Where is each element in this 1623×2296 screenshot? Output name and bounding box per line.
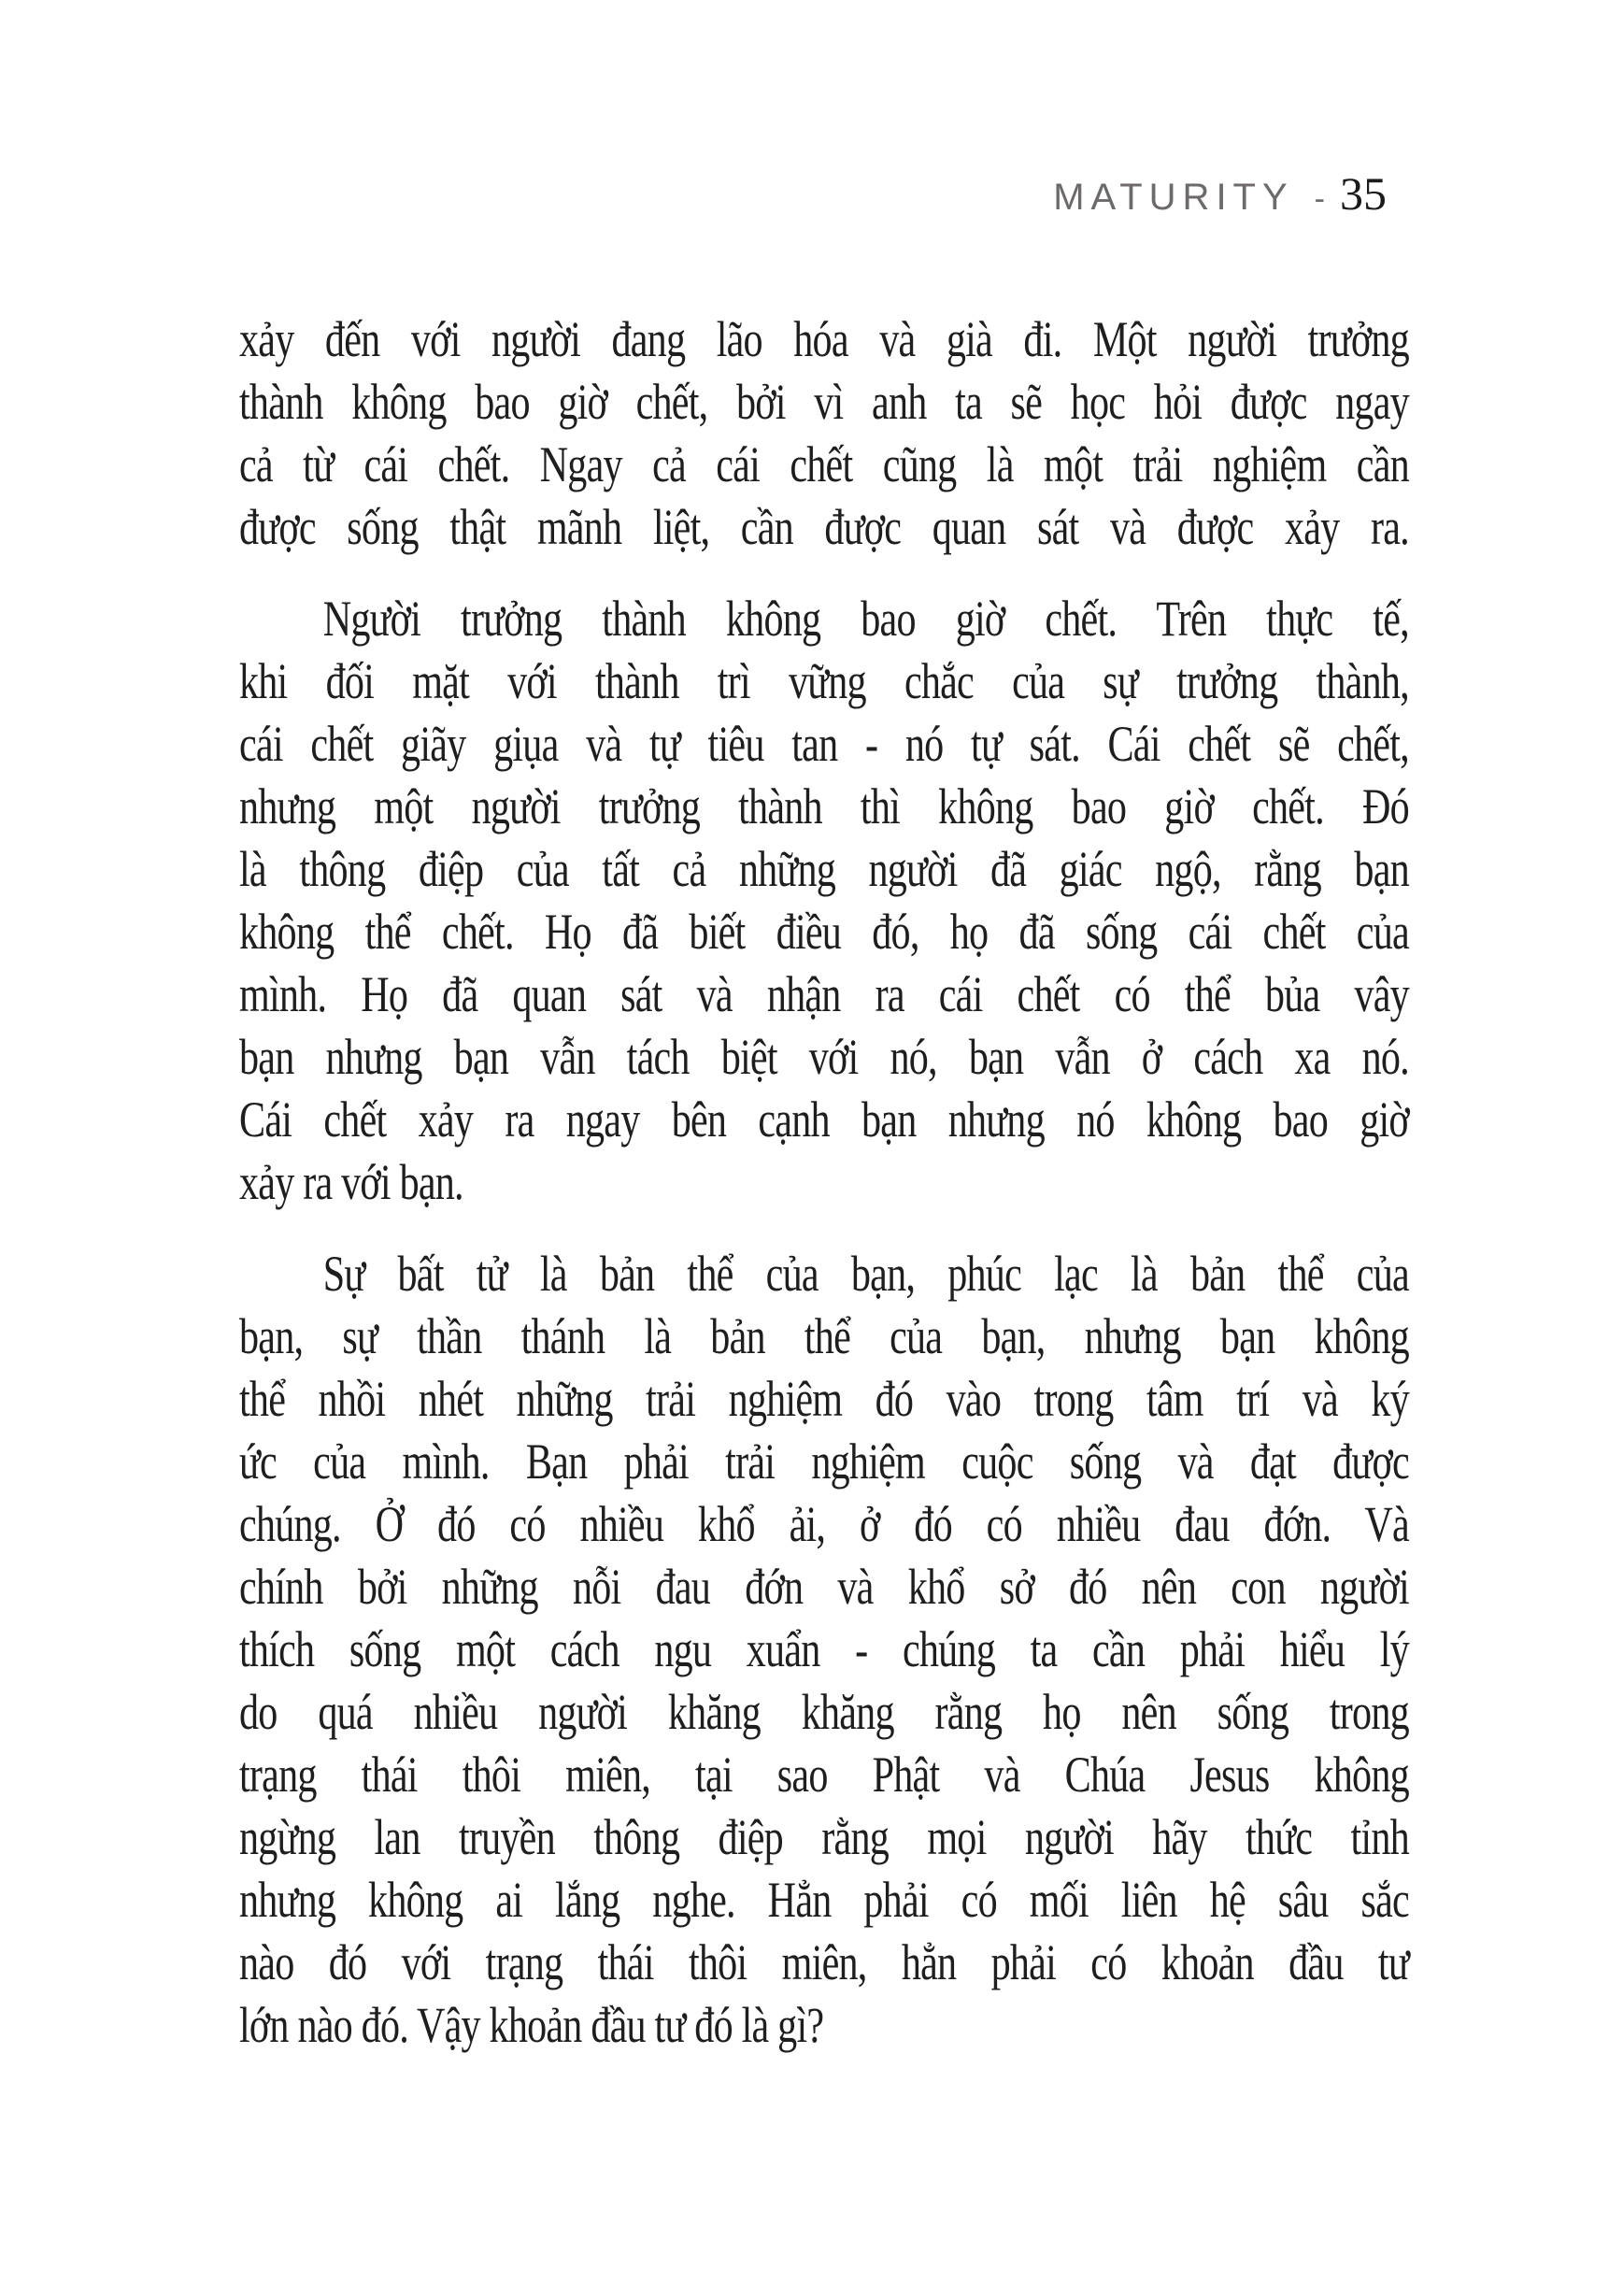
text-line: ức của mình. Bạn phải trải nghiệm cuộc sống và đạt được <box>239 1433 1409 1490</box>
text-line: Sự bất tử là bản thể của bạn, phúc lạc là bản thể của <box>322 1246 1409 1302</box>
text-line: xảy đến với người đang lão hóa và già đi. Một người trưởng <box>239 311 1409 367</box>
text-line: bạn, sự thần thánh là bản thể của bạn, nhưng bạn không <box>239 1308 1409 1364</box>
text-line: khi đối mặt với thành trì vững chắc của sự trưởng thành, <box>239 653 1409 709</box>
text-line: thích sống một cách ngu xuẩn - chúng ta cần phải hiểu lý <box>239 1621 1409 1677</box>
text-line: thành không bao giờ chết, bởi vì anh ta sẽ học hỏi được ngay <box>239 374 1409 430</box>
text-line: Cái chết xảy ra ngay bên cạnh bạn nhưng nó không bao giờ <box>239 1091 1409 1148</box>
text-line: Người trưởng thành không bao giờ chết. Trên thực tế, <box>322 591 1409 647</box>
text-line: cái chết giãy giụa và tự tiêu tan - nó tự sát. Cái chết sẽ chết, <box>239 716 1409 772</box>
running-header <box>1053 166 1387 221</box>
paragraph <box>239 308 1409 559</box>
text-line: nhưng không ai lắng nghe. Hẳn phải có mối liên hệ sâu sắc <box>239 1872 1409 1928</box>
text-line: chúng. Ở đó có nhiều khổ ải, ở đó có nhiều đau đớn. Và <box>239 1496 1409 1552</box>
text-line: trạng thái thôi miên, tại sao Phật và Chúa Jesus không <box>239 1747 1409 1803</box>
text-line: lớn nào đó. Vậy khoản đầu tư đó là gì? <box>239 1997 824 2053</box>
text-line: không thể chết. Họ đã biết điều đó, họ đã sống cái chết của <box>239 904 1409 960</box>
text-line: thể nhồi nhét những trải nghiệm đó vào trong tâm trí và ký <box>239 1371 1409 1427</box>
chapter-title: MATURITY <box>1053 177 1294 218</box>
paragraph <box>239 588 1409 1214</box>
text-line: cả từ cái chết. Ngay cả cái chết cũng là một trải nghiệm cần <box>239 436 1409 492</box>
text-line: xảy ra với bạn. <box>239 1154 463 1210</box>
text-line: ngừng lan truyền thông điệp rằng mọi người hãy thức tỉnh <box>239 1809 1409 1865</box>
text-line: bạn nhưng bạn vẫn tách biệt với nó, bạn vẫn ở cách xa nó. <box>239 1029 1409 1085</box>
text-line: mình. Họ đã quan sát và nhận ra cái chết có thể bủa vây <box>239 966 1409 1022</box>
body-text <box>239 308 1409 2086</box>
paragraph <box>239 1243 1409 2057</box>
page-number: 35 <box>1340 167 1387 220</box>
text-line: do quá nhiều người khăng khăng rằng họ nên sống trong <box>239 1684 1409 1740</box>
text-line: được sống thật mãnh liệt, cần được quan sát và được xảy ra. <box>239 499 1409 555</box>
text-line: chính bởi những nỗi đau đớn và khổ sở đó nên con người <box>239 1559 1409 1615</box>
header-separator: - <box>1314 181 1325 217</box>
text-line: nhưng một người trưởng thành thì không bao giờ chết. Đó <box>239 778 1409 834</box>
text-line: nào đó với trạng thái thôi miên, hẳn phải có khoản đầu tư <box>239 1934 1409 1990</box>
text-line: là thông điệp của tất cả những người đã giác ngộ, rằng bạn <box>239 841 1409 897</box>
